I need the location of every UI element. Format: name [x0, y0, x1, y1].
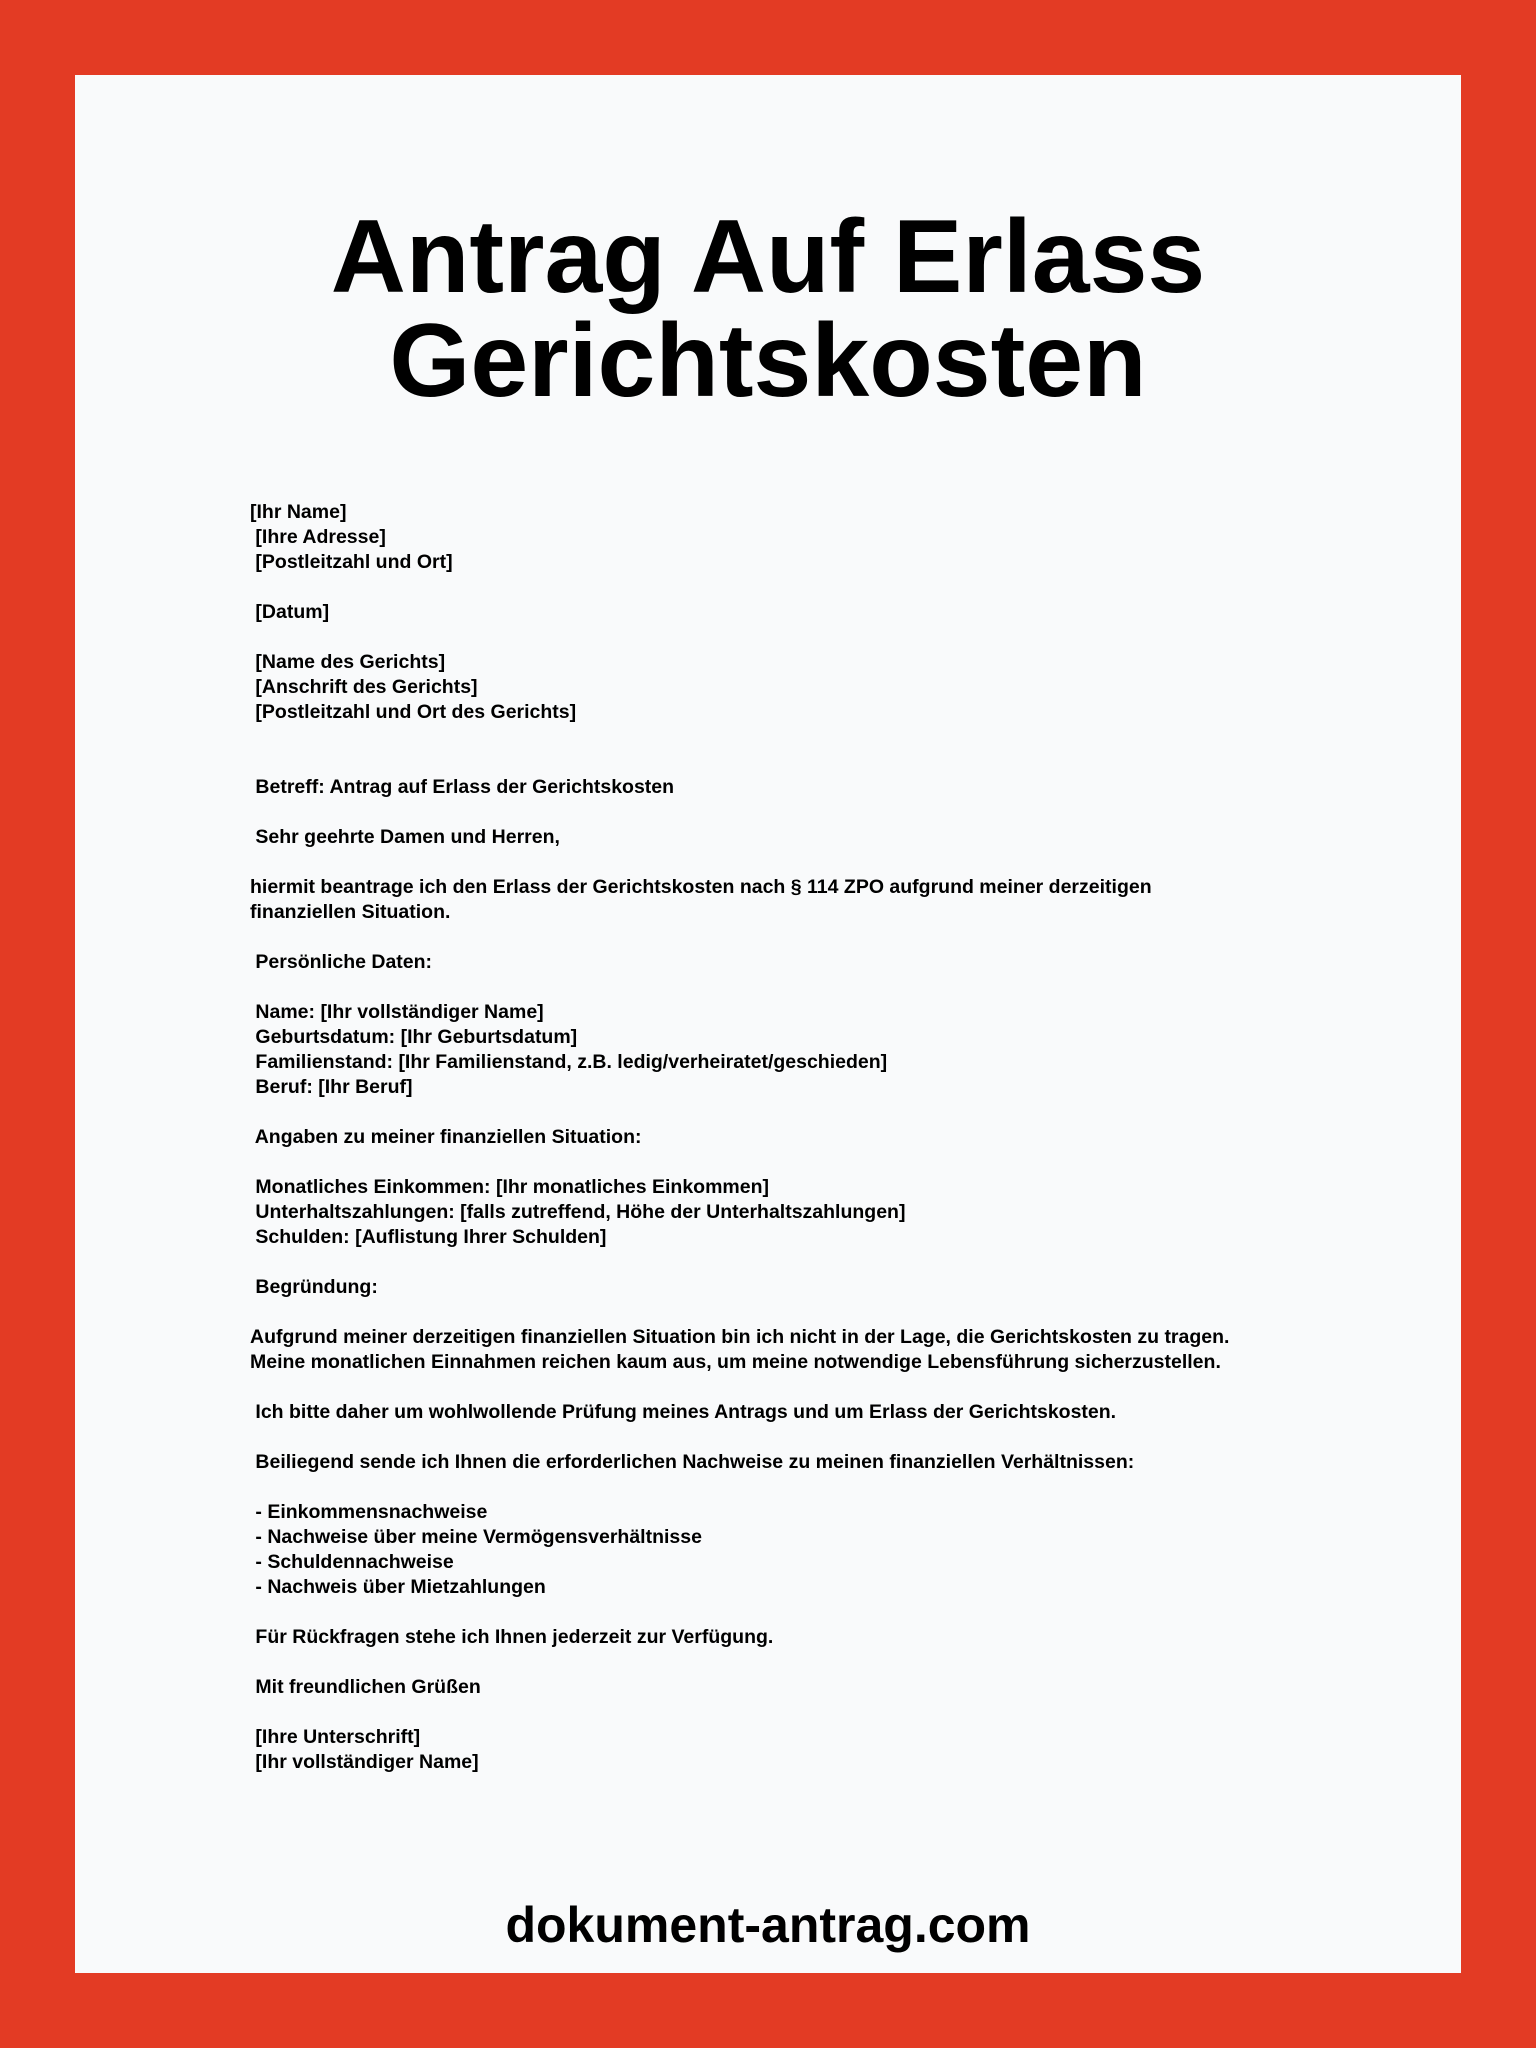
finance-income: Monatliches Einkommen: [Ihr monatliches Einkommen]	[250, 1176, 770, 1198]
blank-line	[250, 1650, 1360, 1675]
footer-website: dokument-antrag.com	[505, 1897, 1031, 1953]
blank-line	[250, 975, 1360, 1000]
blank-line	[250, 725, 1360, 750]
blank-line	[250, 750, 1360, 775]
blank-line	[250, 1250, 1360, 1275]
signature-name: [Ihr vollständiger Name]	[250, 1751, 479, 1773]
blank-line	[250, 1375, 1360, 1400]
blank-line	[250, 1600, 1360, 1625]
court-address: [Anschrift des Gerichts]	[250, 676, 478, 698]
blank-line	[250, 575, 1360, 600]
personal-name: Name: [Ihr vollständiger Name]	[250, 1001, 544, 1023]
blank-line	[250, 800, 1360, 825]
intro-line-1: hiermit beantrage ich den Erlass der Gerichtskosten nach § 114 ZPO aufgrund meiner derzeitigen	[250, 876, 1152, 898]
court-name: [Name des Gerichts]	[250, 651, 446, 673]
reason-line-1: Aufgrund meiner derzeitigen finanziellen Situation bin ich nicht in der Lage, die Gerichtskosten zu tragen.	[250, 1326, 1230, 1348]
attachments-intro: Beiliegend sende ich Ihnen die erforderlichen Nachweise zu meinen finanziellen Verhältnissen:	[250, 1451, 1135, 1473]
blank-line	[250, 850, 1360, 875]
finance-alimony: Unterhaltszahlungen: [falls zutreffend, Höhe der Unterhaltszahlungen]	[250, 1201, 906, 1223]
page-title	[75, 199, 1461, 419]
personal-marital-status: Familienstand: [Ihr Familienstand, z.B. ledig/verheiratet/geschieden]	[250, 1051, 888, 1073]
sender-address: [Ihre Adresse]	[250, 526, 386, 548]
finance-heading: Angaben zu meiner finanziellen Situation:	[250, 1126, 642, 1148]
personal-heading: Persönliche Daten:	[250, 951, 433, 973]
sender-city: [Postleitzahl und Ort]	[250, 551, 453, 573]
blank-line	[250, 1100, 1360, 1125]
intro-line-2: finanziellen Situation.	[250, 901, 451, 923]
blank-line	[250, 625, 1360, 650]
finance-debts: Schulden: [Auflistung Ihrer Schulden]	[250, 1226, 607, 1248]
reason-line-2: Meine monatlichen Einnahmen reichen kaum aus, um meine notwendige Lebensführung sicherzustellen.	[250, 1351, 1221, 1373]
sender-name: [Ihr Name]	[250, 501, 347, 523]
attachment-item: - Einkommensnachweise	[250, 1501, 488, 1523]
letter-body	[250, 500, 1360, 1775]
court-city: [Postleitzahl und Ort des Gerichts]	[250, 701, 577, 723]
personal-job: Beruf: [Ihr Beruf]	[250, 1076, 413, 1098]
request-line: Ich bitte daher um wohlwollende Prüfung meines Antrags und um Erlass der Gerichtskosten.	[250, 1401, 1117, 1423]
title-line-2: Gerichtskosten	[389, 303, 1147, 419]
blank-line	[250, 1475, 1360, 1500]
letter-date: [Datum]	[250, 601, 330, 623]
attachment-item: - Nachweise über meine Vermögensverhältnisse	[250, 1526, 702, 1548]
signature-placeholder: [Ihre Unterschrift]	[250, 1726, 421, 1748]
closing-line: Mit freundlichen Grüßen	[250, 1676, 481, 1698]
subject-line: Betreff: Antrag auf Erlass der Gerichtskosten	[250, 776, 675, 798]
blank-line	[250, 1425, 1360, 1450]
personal-birthdate: Geburtsdatum: [Ihr Geburtsdatum]	[250, 1026, 578, 1048]
document-page	[75, 75, 1461, 1973]
questions-line: Für Rückfragen stehe ich Ihnen jederzeit zur Verfügung.	[250, 1626, 774, 1648]
blank-line	[250, 925, 1360, 950]
blank-line	[250, 1300, 1360, 1325]
title-line-1: Antrag Auf Erlass	[330, 199, 1206, 315]
blank-line	[250, 1700, 1360, 1725]
reason-heading: Begründung:	[250, 1276, 378, 1298]
attachment-item: - Nachweis über Mietzahlungen	[250, 1576, 546, 1598]
attachment-item: - Schuldennachweise	[250, 1551, 454, 1573]
blank-line	[250, 1150, 1360, 1175]
salutation: Sehr geehrte Damen und Herren,	[250, 826, 560, 848]
